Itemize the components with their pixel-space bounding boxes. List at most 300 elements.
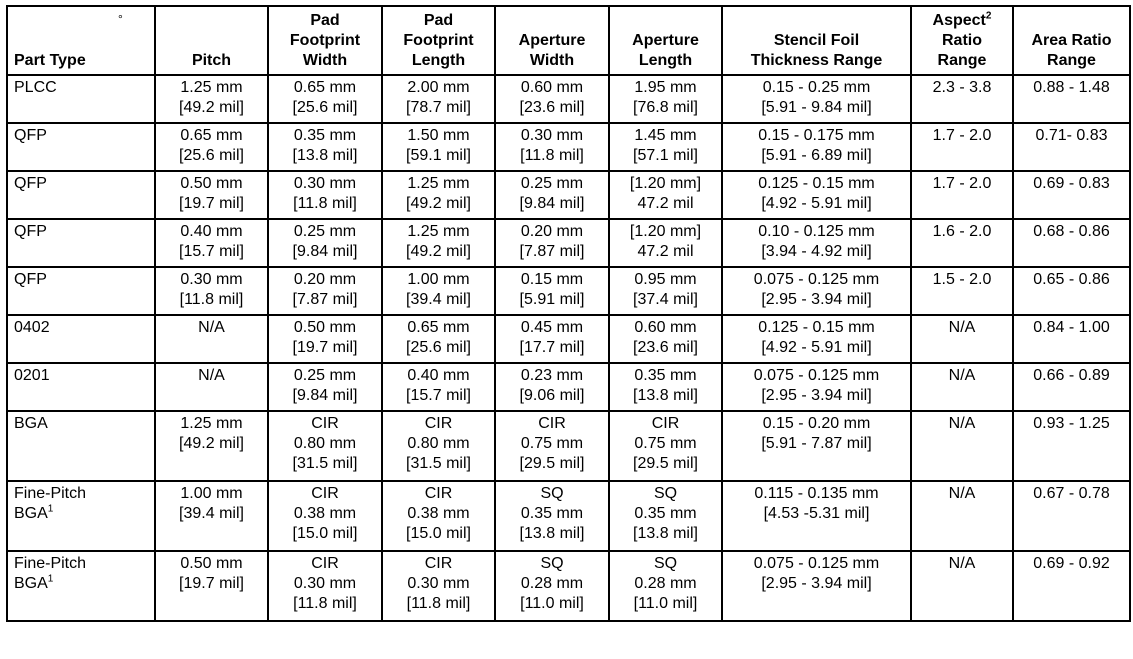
data-cell [155, 75, 268, 123]
cell-line: [49.2 mil] [406, 243, 471, 260]
header-line: Width [529, 52, 575, 69]
part-type-cell [7, 363, 155, 411]
cell-line: CIR [311, 415, 339, 432]
cell-line: 0.35 mm [634, 505, 697, 522]
data-cell [382, 551, 495, 621]
cell-line: 1.25 mm [407, 175, 470, 192]
cell-line: N/A [948, 367, 976, 384]
cell-line: 0.60 mm [634, 319, 697, 336]
cell-line: 1.25 mm [180, 415, 243, 432]
table-row [7, 315, 1130, 363]
data-cell [722, 363, 911, 411]
data-cell [609, 219, 722, 267]
cell-line: [11.8 mil] [293, 595, 357, 612]
footnote-marker: 2 [985, 10, 992, 22]
cell-line: [4.53 -5.31 mil] [763, 505, 870, 522]
cell-line: 0.15 - 0.25 mm [762, 79, 871, 96]
header-line: Part Type [14, 52, 86, 69]
data-cell [382, 267, 495, 315]
data-cell [495, 171, 609, 219]
data-cell [155, 315, 268, 363]
data-cell [268, 171, 382, 219]
column-header [382, 6, 495, 75]
part-line: QFP [14, 223, 47, 240]
cell-line: [29.5 mil] [519, 455, 585, 472]
data-cell [268, 123, 382, 171]
data-cell [609, 267, 722, 315]
degree-mark: ° [118, 12, 123, 26]
cell-line: N/A [198, 319, 225, 336]
data-cell [268, 411, 382, 481]
cell-line: 0.20 mm [520, 223, 584, 240]
cell-line: [5.91 mil] [519, 291, 585, 308]
data-cell [382, 123, 495, 171]
part-line: BGA [14, 505, 48, 522]
part-line-with-sup [14, 504, 154, 524]
cell-line: 2.00 mm [407, 79, 470, 96]
cell-line: [2.95 - 3.94 mil] [761, 575, 872, 592]
data-cell [495, 75, 609, 123]
data-cell [722, 551, 911, 621]
data-cell [155, 171, 268, 219]
cell-line: [13.8 mil] [633, 525, 698, 542]
cell-line: 1.6 - 2.0 [932, 223, 992, 240]
table-row [7, 123, 1130, 171]
cell-line: [11.8 mil] [293, 195, 357, 212]
cell-line: CIR [311, 555, 339, 572]
data-cell [268, 315, 382, 363]
cell-line: [19.7 mil] [292, 339, 358, 356]
cell-line: [9.84 mil] [292, 387, 358, 404]
data-cell [911, 481, 1013, 551]
cell-line: [5.91 - 6.89 mil] [761, 147, 872, 164]
part-line-with-sup [14, 574, 154, 594]
cell-line: 47.2 mil [637, 243, 694, 260]
table-row [7, 363, 1130, 411]
cell-line: 0.23 mm [520, 367, 584, 384]
cell-line: 0.66 - 0.89 [1033, 367, 1110, 384]
data-cell [382, 75, 495, 123]
data-cell [911, 75, 1013, 123]
column-header [722, 6, 911, 75]
cell-line: 0.30 mm [520, 127, 584, 144]
data-cell [495, 363, 609, 411]
data-cell [722, 267, 911, 315]
header-line: Stencil Foil [773, 32, 860, 49]
cell-line: 2.3 - 3.8 [932, 79, 992, 96]
part-type-cell [7, 411, 155, 481]
cell-line: [11.0 mil] [520, 595, 584, 612]
data-cell [495, 219, 609, 267]
part-type-cell [7, 315, 155, 363]
data-cell [268, 75, 382, 123]
cell-line: [5.91 - 9.84 mil] [761, 99, 872, 116]
data-cell [268, 219, 382, 267]
cell-line: [15.7 mil] [179, 243, 244, 260]
header-line: Pad [423, 12, 454, 29]
header-line: Aspect [932, 12, 986, 29]
data-cell [1013, 315, 1130, 363]
cell-line: [29.5 mil] [633, 455, 698, 472]
cell-line: [9.84 mil] [292, 243, 358, 260]
cell-line: [31.5 mil] [292, 455, 358, 472]
data-cell [911, 123, 1013, 171]
cell-line: SQ [540, 555, 564, 572]
cell-line: 0.40 mm [407, 367, 470, 384]
cell-line: N/A [948, 319, 976, 336]
cell-line: N/A [198, 367, 225, 384]
cell-line: 0.38 mm [293, 505, 357, 522]
header-line: Area Ratio [1031, 32, 1112, 49]
cell-line: 0.69 - 0.83 [1033, 175, 1110, 192]
cell-line: SQ [653, 485, 678, 502]
cell-line: [15.7 mil] [406, 387, 471, 404]
header-line: Footprint [289, 32, 361, 49]
data-cell [268, 363, 382, 411]
header-line: Thickness Range [750, 52, 883, 69]
header-line: Footprint [403, 32, 474, 49]
data-cell [268, 551, 382, 621]
data-cell [1013, 75, 1130, 123]
column-header [268, 6, 382, 75]
cell-line: 0.80 mm [407, 435, 470, 452]
data-cell [1013, 551, 1130, 621]
cell-line: 0.93 - 1.25 [1033, 415, 1110, 432]
data-cell [495, 267, 609, 315]
column-header [911, 6, 1013, 75]
header-line: Aperture [518, 32, 586, 49]
data-cell [1013, 481, 1130, 551]
part-line: Fine-Pitch [14, 485, 87, 502]
cell-line: 0.30 mm [180, 271, 243, 288]
data-cell [155, 411, 268, 481]
part-type-cell [7, 219, 155, 267]
cell-line: 0.67 - 0.78 [1033, 485, 1110, 502]
cell-line: 1.00 mm [407, 271, 470, 288]
cell-line: [19.7 mil] [179, 195, 244, 212]
cell-line: [2.95 - 3.94 mil] [761, 291, 872, 308]
data-cell [1013, 171, 1130, 219]
cell-line: 0.25 mm [520, 175, 584, 192]
data-cell [495, 551, 609, 621]
header-line: Width [302, 52, 348, 69]
data-cell [609, 481, 722, 551]
cell-line: [25.6 mil] [406, 339, 471, 356]
cell-line: 0.65 mm [293, 79, 357, 96]
cell-line: 0.50 mm [180, 175, 243, 192]
cell-line: [7.87 mil] [292, 291, 358, 308]
cell-line: 0.075 - 0.125 mm [753, 367, 880, 384]
data-cell [911, 219, 1013, 267]
cell-line: 0.15 - 0.175 mm [758, 127, 875, 144]
cell-line: 0.20 mm [293, 271, 357, 288]
data-cell [1013, 219, 1130, 267]
cell-line: [25.6 mil] [292, 99, 358, 116]
data-cell [1013, 411, 1130, 481]
cell-line: [25.6 mil] [179, 147, 244, 164]
cell-line: 0.35 mm [293, 127, 357, 144]
cell-line: [76.8 mil] [633, 99, 698, 116]
cell-line: 0.69 - 0.92 [1033, 555, 1110, 572]
data-cell [382, 171, 495, 219]
table-row [7, 171, 1130, 219]
data-cell [722, 75, 911, 123]
cell-line: [39.4 mil] [179, 505, 244, 522]
data-cell [609, 123, 722, 171]
part-line: PLCC [14, 79, 57, 96]
column-header [609, 6, 722, 75]
data-cell [609, 363, 722, 411]
cell-line: [13.8 mil] [519, 525, 585, 542]
data-cell [911, 315, 1013, 363]
data-cell [382, 363, 495, 411]
data-cell [155, 219, 268, 267]
cell-line: 1.50 mm [407, 127, 470, 144]
cell-line: 1.45 mm [634, 127, 697, 144]
data-cell [609, 315, 722, 363]
cell-line: 0.65 - 0.86 [1033, 271, 1110, 288]
cell-line: [57.1 mil] [633, 147, 698, 164]
cell-line: [13.8 mil] [292, 147, 358, 164]
cell-line: [17.7 mil] [519, 339, 585, 356]
part-line: QFP [14, 127, 47, 144]
cell-line: 0.84 - 1.00 [1033, 319, 1110, 336]
data-cell [495, 481, 609, 551]
cell-line: [1.20 mm] [629, 175, 702, 192]
cell-line: 0.75 mm [520, 435, 584, 452]
cell-line: [7.87 mil] [519, 243, 585, 260]
table-row [7, 267, 1130, 315]
stencil-design-table [6, 5, 1131, 622]
header-line: Length [411, 52, 466, 69]
data-cell [155, 123, 268, 171]
part-line: 0402 [14, 319, 50, 336]
cell-line: [5.91 - 7.87 mil] [761, 435, 872, 452]
cell-line: 0.28 mm [634, 575, 697, 592]
cell-line: 0.35 mm [520, 505, 584, 522]
data-cell [911, 267, 1013, 315]
data-cell [722, 219, 911, 267]
data-cell [1013, 363, 1130, 411]
cell-line: SQ [653, 555, 678, 572]
data-cell [722, 123, 911, 171]
part-type-cell [7, 551, 155, 621]
cell-line: [78.7 mil] [406, 99, 471, 116]
cell-line: 1.95 mm [634, 79, 697, 96]
header-line: Length [638, 52, 693, 69]
column-header [1013, 6, 1130, 75]
part-type-cell [7, 75, 155, 123]
table-row [7, 481, 1130, 551]
data-cell [722, 481, 911, 551]
cell-line: [2.95 - 3.94 mil] [761, 387, 872, 404]
data-cell [382, 315, 495, 363]
header-line-with-sup [912, 11, 1012, 31]
footnote-marker: 1 [47, 503, 54, 515]
column-header [155, 6, 268, 75]
cell-line: 1.25 mm [180, 79, 243, 96]
cell-line: [15.0 mil] [292, 525, 358, 542]
cell-line: [4.92 - 5.91 mil] [761, 339, 872, 356]
cell-line: 0.80 mm [293, 435, 357, 452]
header-line: Pitch [191, 52, 232, 69]
cell-line: 0.60 mm [520, 79, 584, 96]
cell-line: [31.5 mil] [406, 455, 471, 472]
data-cell [911, 363, 1013, 411]
cell-line: [3.94 - 4.92 mil] [761, 243, 872, 260]
cell-line: [23.6 mil] [519, 99, 585, 116]
cell-line: [9.06 mil] [519, 387, 585, 404]
part-line: BGA [14, 575, 48, 592]
table-body [7, 75, 1130, 621]
cell-line: 0.50 mm [180, 555, 243, 572]
cell-line: 0.15 - 0.20 mm [762, 415, 871, 432]
cell-line: 0.115 - 0.135 mm [754, 485, 879, 502]
cell-line: 0.95 mm [634, 271, 697, 288]
part-line: BGA [14, 415, 48, 432]
cell-line: 0.75 mm [634, 435, 697, 452]
table-row [7, 219, 1130, 267]
cell-line: [23.6 mil] [633, 339, 698, 356]
part-type-cell [7, 481, 155, 551]
cell-line: 0.38 mm [407, 505, 470, 522]
cell-line: 0.50 mm [293, 319, 357, 336]
cell-line: 0.25 mm [293, 367, 357, 384]
cell-line: CIR [311, 485, 339, 502]
cell-line: 1.7 - 2.0 [932, 127, 992, 144]
cell-line: 1.5 - 2.0 [932, 271, 992, 288]
data-cell [609, 75, 722, 123]
cell-line: [39.4 mil] [406, 291, 471, 308]
cell-line: 0.075 - 0.125 mm [753, 555, 880, 572]
cell-line: CIR [424, 415, 453, 432]
part-type-cell [7, 267, 155, 315]
cell-line: N/A [948, 485, 976, 502]
cell-line: 0.65 mm [180, 127, 243, 144]
data-cell [495, 123, 609, 171]
column-header [7, 6, 155, 75]
data-cell [722, 315, 911, 363]
footnote-marker: 1 [47, 573, 54, 585]
data-cell [911, 551, 1013, 621]
cell-line: [11.8 mil] [520, 147, 584, 164]
cell-line: 0.25 mm [293, 223, 357, 240]
data-cell [155, 363, 268, 411]
cell-line: [49.2 mil] [179, 99, 244, 116]
cell-line: 0.30 mm [293, 175, 357, 192]
data-cell [722, 171, 911, 219]
cell-line: 0.30 mm [293, 575, 357, 592]
cell-line: [9.84 mil] [519, 195, 585, 212]
cell-line: CIR [424, 555, 453, 572]
data-cell [609, 551, 722, 621]
cell-line: 0.28 mm [520, 575, 584, 592]
cell-line: CIR [424, 485, 453, 502]
data-cell [495, 315, 609, 363]
part-line: Fine-Pitch [14, 555, 87, 572]
cell-line: 1.25 mm [407, 223, 470, 240]
data-cell [268, 267, 382, 315]
data-cell [911, 171, 1013, 219]
cell-line: SQ [540, 485, 564, 502]
cell-line: 0.30 mm [407, 575, 470, 592]
table-row [7, 411, 1130, 481]
data-cell [609, 171, 722, 219]
cell-line: 0.125 - 0.15 mm [758, 175, 875, 192]
part-type-cell [7, 123, 155, 171]
cell-line: [1.20 mm] [629, 223, 702, 240]
cell-line: CIR [651, 415, 680, 432]
data-cell [268, 481, 382, 551]
data-cell [1013, 123, 1130, 171]
header-line: Pad [310, 12, 340, 29]
cell-line: [11.8 mil] [179, 291, 244, 308]
data-cell [609, 411, 722, 481]
table-row [7, 75, 1130, 123]
part-type-cell [7, 171, 155, 219]
cell-line: [49.2 mil] [179, 435, 244, 452]
cell-line: N/A [948, 415, 976, 432]
data-cell [155, 481, 268, 551]
cell-line: 1.7 - 2.0 [932, 175, 992, 192]
header-line: Range [1047, 52, 1096, 69]
cell-line: 0.68 - 0.86 [1033, 223, 1110, 240]
header-line: Aperture [632, 32, 699, 49]
cell-line: CIR [538, 415, 566, 432]
cell-line: [11.0 mil] [633, 595, 698, 612]
header-line: Range [937, 52, 987, 69]
data-cell [382, 411, 495, 481]
cell-line: 0.65 mm [407, 319, 470, 336]
cell-line: 0.40 mm [180, 223, 243, 240]
cell-line: 1.00 mm [180, 485, 243, 502]
cell-line: N/A [948, 555, 976, 572]
header-line: Ratio [942, 32, 982, 49]
cell-line: [37.4 mil] [633, 291, 698, 308]
data-cell [155, 551, 268, 621]
cell-line: [4.92 - 5.91 mil] [761, 195, 872, 212]
cell-line: [49.2 mil] [406, 195, 471, 212]
cell-line: [19.7 mil] [179, 575, 244, 592]
table-row [7, 551, 1130, 621]
cell-line: 0.71- 0.83 [1035, 127, 1108, 144]
data-cell [722, 411, 911, 481]
data-cell [382, 481, 495, 551]
cell-line: 0.075 - 0.125 mm [753, 271, 880, 288]
header-row [7, 6, 1130, 75]
cell-line: 0.125 - 0.15 mm [758, 319, 875, 336]
cell-line: 0.15 mm [520, 271, 584, 288]
cell-line: [13.8 mil] [633, 387, 698, 404]
data-cell [1013, 267, 1130, 315]
data-cell [911, 411, 1013, 481]
data-cell [155, 267, 268, 315]
part-line: QFP [14, 175, 47, 192]
data-cell [382, 219, 495, 267]
cell-line: 0.45 mm [520, 319, 584, 336]
column-header [495, 6, 609, 75]
cell-line: [15.0 mil] [406, 525, 471, 542]
data-cell [495, 411, 609, 481]
part-line: QFP [14, 271, 47, 288]
cell-line: 0.35 mm [634, 367, 697, 384]
cell-line: 47.2 mil [637, 195, 694, 212]
cell-line: [11.8 mil] [406, 595, 471, 612]
part-line: 0201 [14, 367, 50, 384]
cell-line: 0.88 - 1.48 [1033, 79, 1110, 96]
cell-line: 0.10 - 0.125 mm [758, 223, 875, 240]
cell-line: [59.1 mil] [406, 147, 471, 164]
